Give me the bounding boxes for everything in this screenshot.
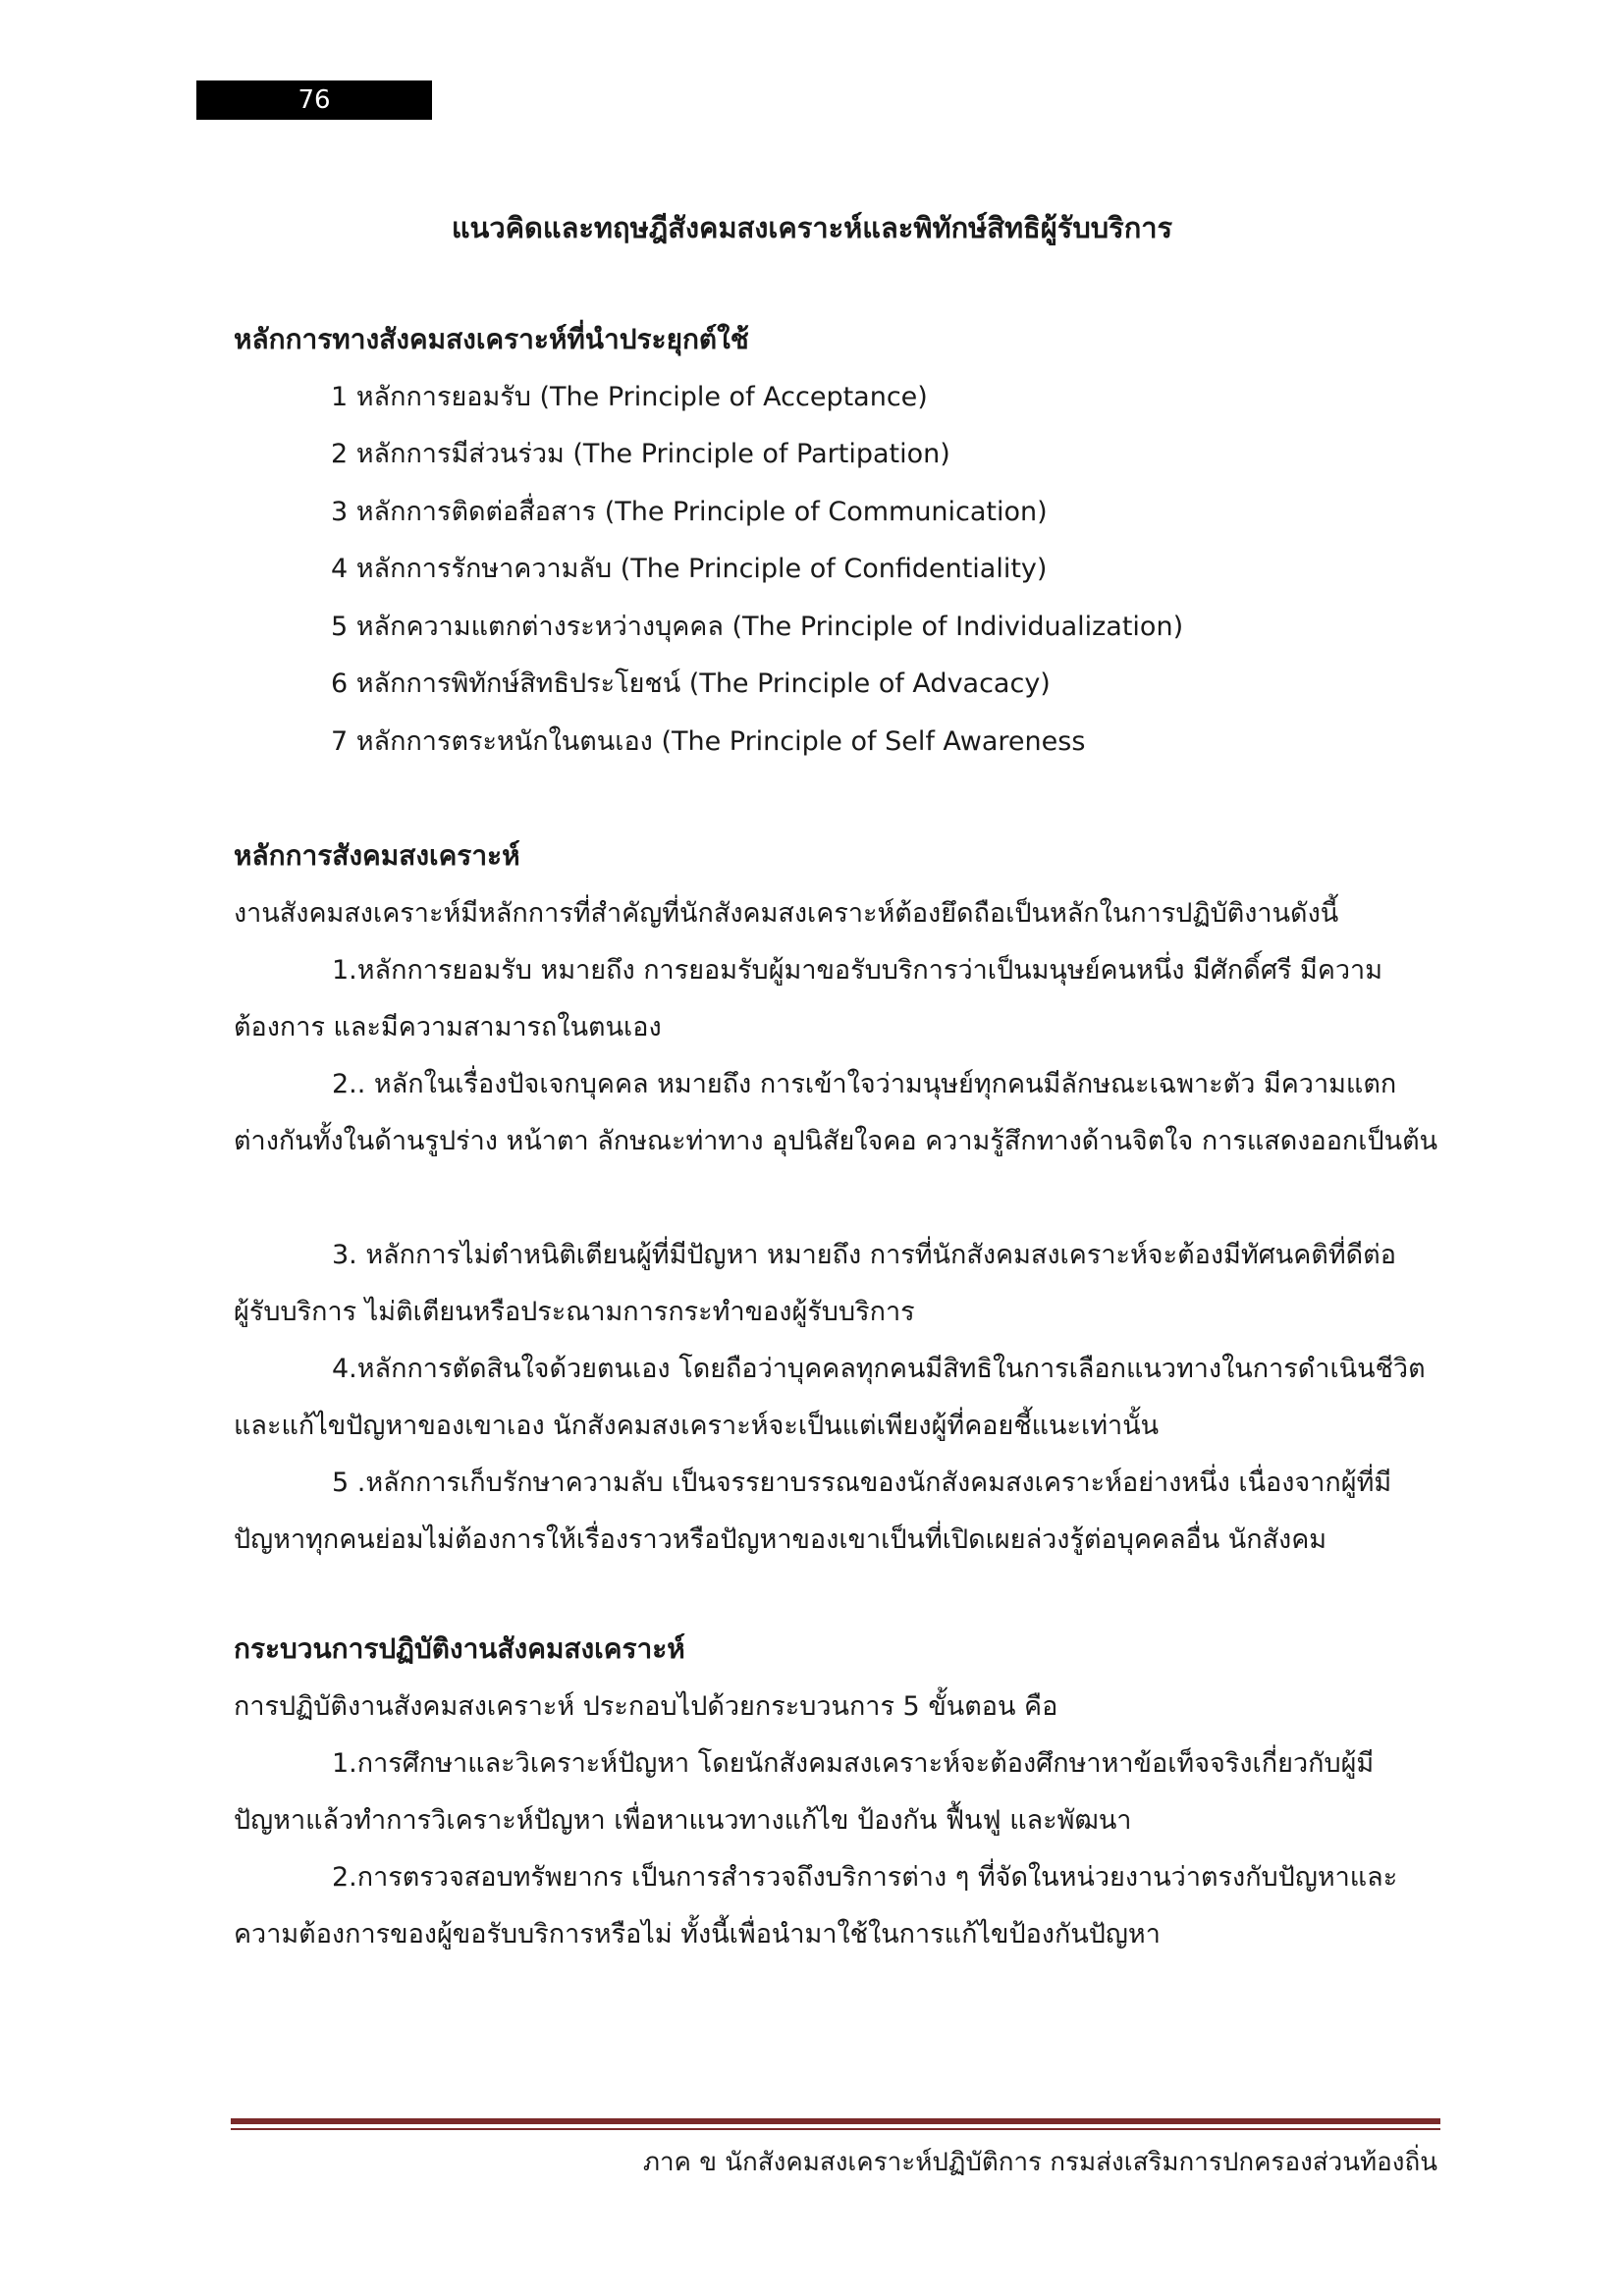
footer-rule-thin: [231, 2128, 1440, 2130]
principle-item: 6 หลักการพิทักษ์สิทธิประโยชน์ (The Principle of Advacacy): [331, 668, 1051, 699]
body-paragraph: 5 .หลักการเก็บรักษาความลับ เป็นจรรยาบรรณของนักสังคมสงเคราะห์อย่างหนึ่ง เนื่องจากผู้ที่มีปัญหาทุกคนย่อมไม่ต้องการให้เรื่องราวหรือปัญหาของเขาเป็นที่เปิดเผยล่วงรู้ต่อบุคคลอื่น นักสังคม: [234, 1468, 1392, 1555]
principle-item: 7 หลักการตระหนักในตนเอง (The Principle of Self Awareness: [331, 726, 1086, 757]
body-paragraph: 2.. หลักในเรื่องปัจเจกบุคคล หมายถึง การเข้าใจว่ามนุษย์ทุกคนมีลักษณะเฉพาะตัว มีความแตกต่างกันทั้งในด้านรูปร่าง หน้าตา ลักษณะท่าทาง อุปนิสัยใจคอ ความรู้สึกทางด้านจิตใจ การแสดงออกเป็นต้น: [234, 1069, 1438, 1156]
principle-item: 1 หลักการยอมรับ (The Principle of Acceptance): [331, 382, 928, 412]
section-heading-applied-principles: หลักการทางสังคมสงเคราะห์ที่นำประยุกต์ใช้: [234, 323, 749, 355]
principle-item: 5 หลักความแตกต่างระหว่างบุคคล (The Principle of Individualization): [331, 612, 1184, 642]
principle-item: 3 หลักการติดต่อสื่อสาร (The Principle of Communication): [331, 497, 1048, 527]
section-heading-social-work-principles: หลักการสังคมสงเคราะห์: [234, 839, 520, 872]
section-heading-social-work-process: กระบวนการปฏิบัติงานสังคมสงเคราะห์: [234, 1632, 685, 1665]
body-paragraph: 1.การศึกษาและวิเคราะห์ปัญหา โดยนักสังคมสงเคราะห์จะต้องศึกษาหาข้อเท็จจริงเกี่ยวกับผู้มีปัญหาแล้วทำการวิเคราะห์ปัญหา เพื่อหาแนวทางแก้ไข ป้องกัน ฟื้นฟู และพัฒนา: [234, 1748, 1375, 1836]
principle-item: 2 หลักการมีส่วนร่วม (The Principle of Partipation): [331, 439, 950, 469]
principle-item: 4 หลักการรักษาความลับ (The Principle of Confidentiality): [331, 554, 1048, 584]
footer-rule: [231, 2118, 1440, 2124]
section-intro: การปฏิบัติงานสังคมสงเคราะห์ ประกอบไปด้วยกระบวนการ 5 ขั้นตอน คือ: [234, 1691, 1058, 1722]
body-paragraph: 2.การตรวจสอบทรัพยากร เป็นการสำรวจถึงบริการต่าง ๆ ที่จัดในหน่วยงานว่าตรงกับปัญหาและความต้องการของผู้ขอรับบริการหรือไม่ ทั้งนี้เพื่อนำมาใช้ในการแก้ไขป้องกันปัญหา: [234, 1862, 1398, 1949]
page-number-badge: 76: [196, 80, 432, 120]
section-intro: งานสังคมสงเคราะห์มีหลักการที่สำคัญที่นักสังคมสงเคราะห์ต้องยึดถือเป็นหลักในการปฏิบัติงานดังนี้: [234, 898, 1339, 929]
body-paragraph: 1.หลักการยอมรับ หมายถึง การยอมรับผู้มาขอรับบริการว่าเป็นมนุษย์คนหนึ่ง มีศักดิ์ศรี มีความต้องการ และมีความสามารถในตนเอง: [234, 955, 1383, 1042]
body-paragraph: 3. หลักการไม่ตำหนิติเตียนผู้ที่มีปัญหา หมายถึง การที่นักสังคมสงเคราะห์จะต้องมีทัศนคติที่ดีต่อผู้รับบริการ ไม่ติเตียนหรือประณามการกระทำของผู้รับบริการ: [234, 1240, 1396, 1327]
footer-text: ภาค ข นักสังคมสงเคราะห์ปฏิบัติการ กรมส่งเสริมการปกครองส่วนท้องถิ่น: [642, 2148, 1437, 2177]
body-paragraph: 4.หลักการตัดสินใจด้วยตนเอง โดยถือว่าบุคคลทุกคนมีสิทธิในการเลือกแนวทางในการดำเนินชีวิตและแก้ไขปัญหาของเขาเอง นักสังคมสงเคราะห์จะเป็นแต่เพียงผู้ที่คอยชี้แนะเท่านั้น: [234, 1354, 1426, 1441]
document-title: แนวคิดและทฤษฎีสังคมสงเคราะห์และพิทักษ์สิทธิผู้รับบริการ: [451, 211, 1173, 244]
